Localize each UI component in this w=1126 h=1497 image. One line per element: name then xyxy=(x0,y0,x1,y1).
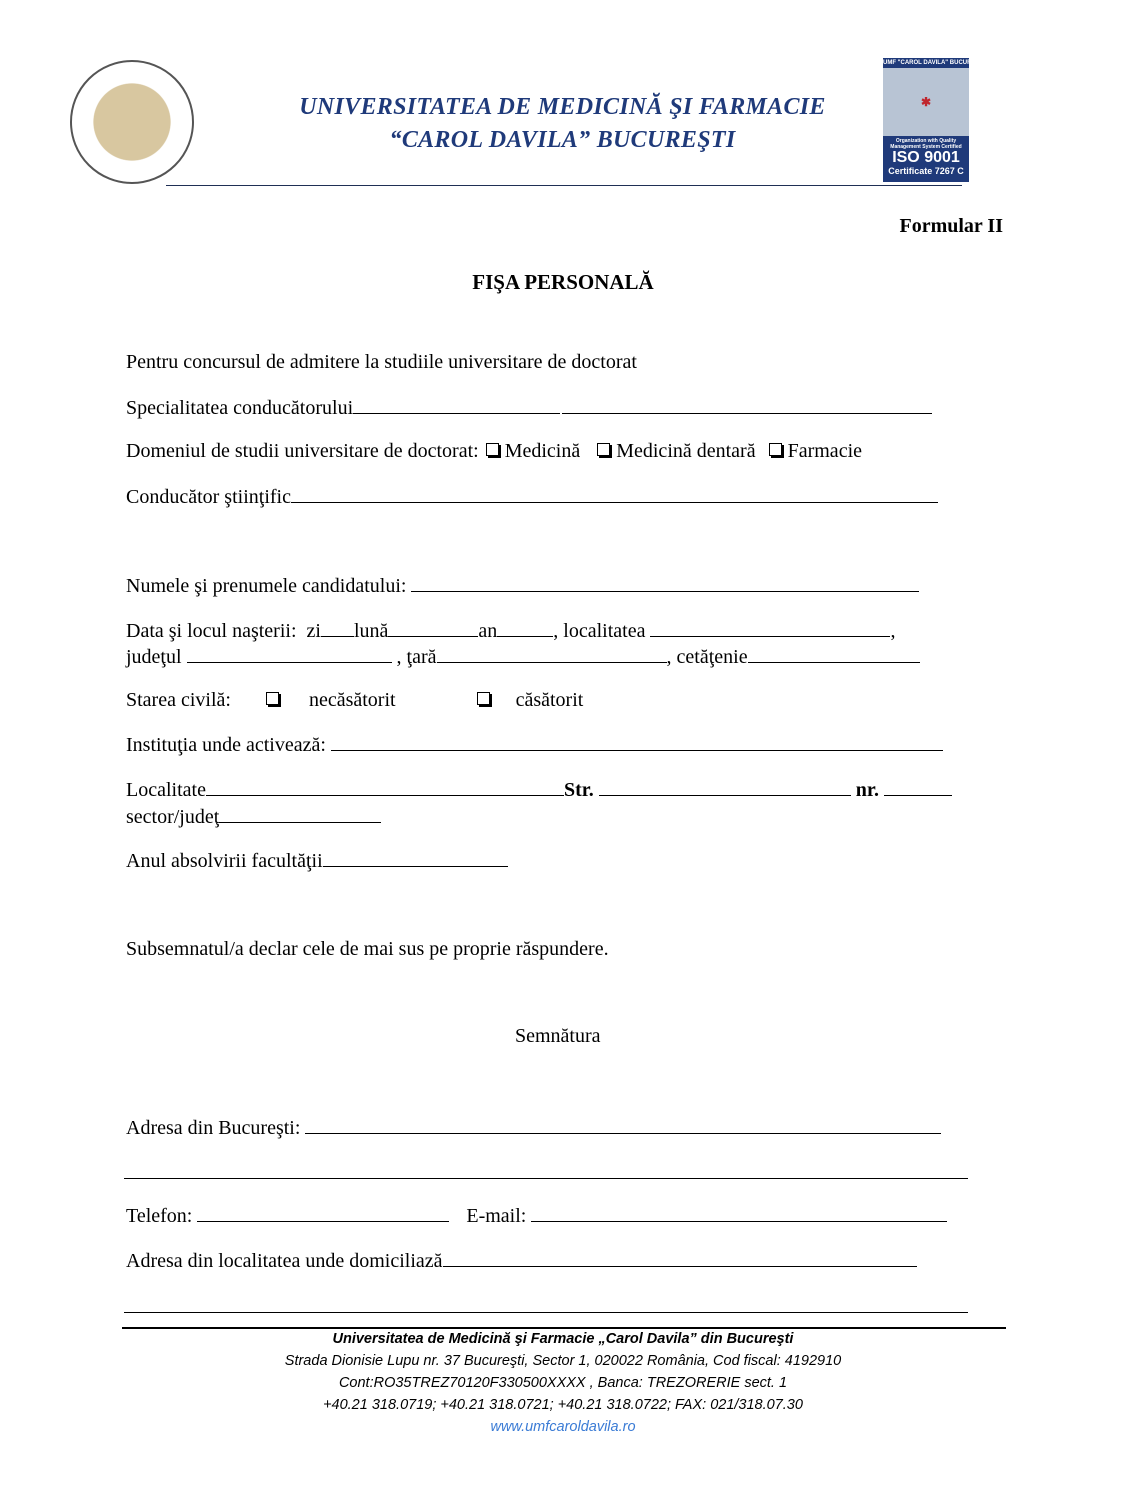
localitate-label: Localitate xyxy=(126,779,206,801)
specialitate-row xyxy=(126,395,932,420)
tara-input[interactable] xyxy=(437,644,667,663)
conducator-input[interactable] xyxy=(291,484,938,503)
str-label: Str. xyxy=(563,779,594,801)
footer-account: Cont:RO35TREZ70120F330500XXXX , Banca: TREZORERIE sect. 1 xyxy=(338,1375,788,1391)
nume-row xyxy=(126,573,919,598)
sector-label: sector/judeţ xyxy=(126,806,220,828)
email-input[interactable] xyxy=(531,1203,947,1222)
nume-label: Numele şi prenumele candidatului: xyxy=(126,575,407,597)
cert-top-label: UMF "CAROL DAVILA" BUCUREŞTI xyxy=(883,60,985,66)
cert-iso: ISO 9001 xyxy=(892,149,960,166)
domeniu-row xyxy=(126,439,862,463)
data-nasterii-row: Data şi locul naşterii: zi lună an , localitatea , xyxy=(126,620,896,642)
sector-input[interactable] xyxy=(219,804,381,823)
tara-label: , ţară xyxy=(396,646,437,668)
cert-number: Certificate 7267 C xyxy=(888,166,964,176)
institutia-input[interactable] xyxy=(331,732,943,751)
zi-input[interactable] xyxy=(321,618,354,637)
email-label: E-mail: xyxy=(466,1205,527,1227)
cert-org: Organization with Quality Management System Certified xyxy=(890,138,962,150)
header-divider xyxy=(166,185,962,186)
an-input[interactable] xyxy=(497,618,553,637)
localitate-input[interactable] xyxy=(206,777,564,796)
footer-university: Universitatea de Medicină şi Farmacie „Carol Davila” din Bucureşti xyxy=(332,1331,794,1347)
adresa-domiciliu-row xyxy=(126,1248,917,1273)
checkbox-medicina-dentara[interactable] xyxy=(597,443,610,456)
declaratie-text: Subsemnatul/a declar cele de mai sus pe proprie răspundere. xyxy=(126,938,609,960)
nume-input[interactable] xyxy=(411,573,919,592)
form-label: Formular II xyxy=(899,215,1003,237)
specialitate-input[interactable] xyxy=(353,395,560,414)
option-necasatorit: necăsătorit xyxy=(308,689,396,711)
anul-input[interactable] xyxy=(323,848,508,867)
adresa-domiciliu-label: Adresa din localitatea unde domiciliază xyxy=(126,1250,443,1272)
judetul-label: judeţul xyxy=(126,646,182,668)
checkbox-necasatorit[interactable] xyxy=(266,692,279,705)
judetul-input[interactable] xyxy=(187,644,392,663)
semnatura-label: Semnătura xyxy=(515,1025,601,1047)
iso-certification-logo xyxy=(883,58,985,182)
adresa-bucuresti-row xyxy=(126,1115,941,1140)
nr-label: nr. xyxy=(855,779,879,801)
contact-row xyxy=(126,1203,947,1228)
checkbox-casatorit[interactable] xyxy=(477,692,490,705)
telefon-label: Telefon: xyxy=(126,1205,193,1227)
zi-label: zi xyxy=(306,620,321,642)
strada-input[interactable] xyxy=(599,777,851,796)
option-medicina: Medicină xyxy=(504,440,581,462)
specialitate-label: Specialitatea conducătorului xyxy=(126,397,354,419)
university-title-line1: UNIVERSITATEA DE MEDICINĂ ŞI FARMACIE xyxy=(299,94,826,120)
university-title-line2: “CAROL DAVILA” BUCUREŞTI xyxy=(389,127,736,153)
judet-row xyxy=(126,644,920,669)
option-farmacie: Farmacie xyxy=(787,440,862,462)
luna-input[interactable] xyxy=(388,618,478,637)
localitatea-input[interactable] xyxy=(650,618,890,637)
institutia-label: Instituţia unde activează: xyxy=(126,734,326,756)
adresa-bucuresti-label: Adresa din Bucureşti: xyxy=(126,1117,301,1139)
cetatenie-input[interactable] xyxy=(748,644,920,663)
footer-address: Strada Dionisie Lupu nr. 37 Bucureşti, Sector 1, 020022 România, Cod fiscal: 4192910 xyxy=(284,1353,842,1369)
conducator-row xyxy=(126,484,938,509)
adresa-bucuresti-input[interactable] xyxy=(305,1115,941,1134)
cetatenie-label: , cetăţenie xyxy=(666,646,748,668)
adresa-row xyxy=(126,777,952,802)
footer-website-link[interactable]: www.umfcaroldavila.ro xyxy=(490,1419,636,1435)
institutia-row xyxy=(126,732,943,757)
luna-label: lună xyxy=(353,620,389,642)
intro-text: Pentru concursul de admitere la studiile universitare de doctorat xyxy=(126,351,637,373)
conducator-label: Conducător ştiinţific xyxy=(126,486,291,508)
sector-row xyxy=(126,804,381,829)
data-nasterii-label: Data şi locul naşterii: xyxy=(126,620,297,642)
nr-input[interactable] xyxy=(884,777,952,796)
anul-row xyxy=(126,848,508,873)
checkbox-farmacie[interactable] xyxy=(769,443,782,456)
checkbox-medicina[interactable] xyxy=(486,443,499,456)
option-casatorit: căsătorit xyxy=(515,689,584,711)
domeniu-label: Domeniul de studii universitare de doctorat: xyxy=(126,440,479,462)
option-medicina-dentara: Medicină dentară xyxy=(616,440,756,462)
anul-label: Anul absolvirii facultăţii xyxy=(126,850,323,872)
adresa-domiciliu-input[interactable] xyxy=(443,1248,917,1267)
footer-phones: +40.21 318.0719; +40.21 318.0721; +40.21 318.0722; FAX: 021/318.07.30 xyxy=(323,1397,803,1413)
adresa-bucuresti-input-2[interactable] xyxy=(124,1178,968,1179)
an-label: an xyxy=(478,620,498,642)
page-title: FIŞA PERSONALĂ xyxy=(472,270,654,294)
stare-civila-row xyxy=(126,688,583,712)
localitatea-label: , localitatea xyxy=(553,620,646,642)
adresa-domiciliu-input-2[interactable] xyxy=(124,1312,968,1313)
certind-icon: ✱ xyxy=(920,95,932,109)
telefon-input[interactable] xyxy=(197,1203,449,1222)
stare-label: Starea civilă: xyxy=(126,689,231,711)
specialitate-input-2[interactable] xyxy=(562,395,932,414)
